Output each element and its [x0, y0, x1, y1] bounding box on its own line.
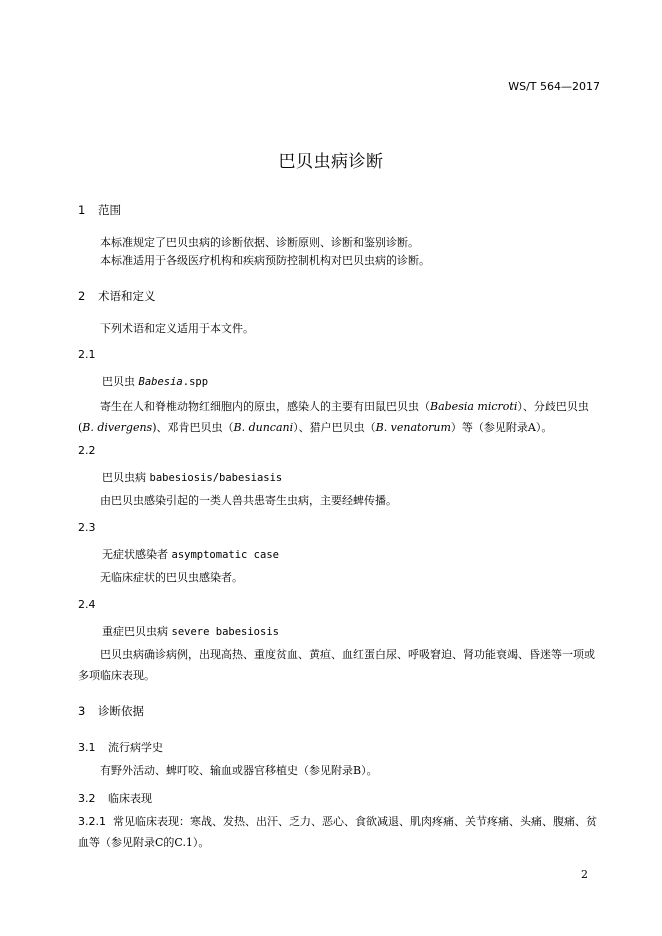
definition-text: 寄生在人和脊椎动物红细胞内的原虫，感染人的主要有田鼠巴贝虫（	[100, 400, 430, 413]
clause-3-2-1	[78, 811, 602, 853]
subsection-3-1-text: 有野外活动、蜱叮咬、输血或器官移植史（参见附录B）。	[100, 764, 378, 777]
subsection-title: 流行病学史	[108, 741, 163, 754]
standard-number: WS/T 564—2017	[508, 80, 600, 93]
term-2-1	[102, 373, 208, 389]
clause-2-4-number: 2.4	[78, 598, 96, 611]
clause-text: 常见临床表现：寒战、发热、出汗、乏力、恶心、食欲减退、肌肉疼痛、关节疼痛、头痛、腹痛、贫血等（参见附录C的C.1）。	[78, 815, 597, 849]
section-title: 术语和定义	[98, 289, 156, 303]
definition-text: )、邓肯巴贝虫（	[152, 421, 234, 434]
clause-number: 3.2.1	[78, 815, 106, 828]
subsection-number: 3.1	[78, 741, 96, 754]
term-cn: 无症状感染者	[102, 548, 168, 561]
term-en: severe babesiosis	[171, 626, 279, 638]
definition-species: Babesia microti	[430, 400, 518, 413]
clause-2-1-number: 2.1	[78, 348, 96, 361]
term-en: babesiosis/babesiasis	[149, 472, 283, 484]
term-2-4	[102, 623, 279, 639]
term-2-3	[102, 546, 279, 562]
section-title: 诊断依据	[98, 704, 144, 718]
subsection-3-1-heading	[78, 739, 163, 755]
section-1-heading	[78, 202, 121, 218]
term-en-italic: Babesia	[138, 376, 183, 388]
term-en: asymptomatic case	[171, 549, 279, 561]
term-en-rest: .spp	[182, 376, 209, 388]
term-2-4-definition: 巴贝虫病确诊病例，出现高热、重度贫血、黄疸、血红蛋白尿、呼吸窘迫、肾功能衰竭、昏迷等一项或多项临床表现。	[78, 648, 595, 682]
subsection-number: 3.2	[78, 792, 96, 805]
definition-text: ）、分歧巴贝虫(	[78, 400, 589, 434]
term-cn: 重症巴贝虫病	[102, 625, 168, 638]
section-3-heading	[78, 703, 144, 719]
section-2-intro: 下列术语和定义适用于本文件。	[100, 322, 254, 335]
definition-text: ）等（参见附录A）。	[450, 421, 553, 434]
section-number: 1	[78, 203, 86, 217]
section-1-paragraph-1: 本标准规定了巴贝虫病的诊断依据、诊断原则、诊断和鉴别诊断。	[100, 236, 419, 249]
definition-species: B. divergens	[82, 421, 153, 434]
section-1-paragraph-2: 本标准适用于各级医疗机构和疾病预防控制机构对巴贝虫病的诊断。	[100, 254, 430, 267]
term-cn: 巴贝虫病	[102, 471, 146, 484]
definition-text: ）、猎户巴贝虫（	[293, 421, 376, 434]
definition-species: B. duncani	[233, 421, 294, 434]
clause-2-2-number: 2.2	[78, 444, 96, 457]
subsection-title: 临床表现	[108, 792, 152, 805]
definition-species: B. venatorum	[375, 421, 451, 434]
term-2-1-definition	[78, 396, 602, 438]
subsection-3-2-heading	[78, 790, 152, 806]
section-2-heading	[78, 288, 156, 304]
clause-2-3-number: 2.3	[78, 521, 96, 534]
section-title: 范围	[98, 203, 121, 217]
term-2-3-definition: 无临床症状的巴贝虫感染者。	[100, 571, 243, 584]
term-2-2-definition: 由巴贝虫感染引起的一类人兽共患寄生虫病，主要经蜱传播。	[100, 494, 397, 507]
term-2-2	[102, 469, 282, 485]
section-number: 2	[78, 289, 86, 303]
page-number: 2	[581, 868, 588, 881]
section-number: 3	[78, 704, 86, 718]
term-cn: 巴贝虫	[102, 375, 135, 388]
page-title: 巴贝虫病诊断	[278, 152, 384, 172]
